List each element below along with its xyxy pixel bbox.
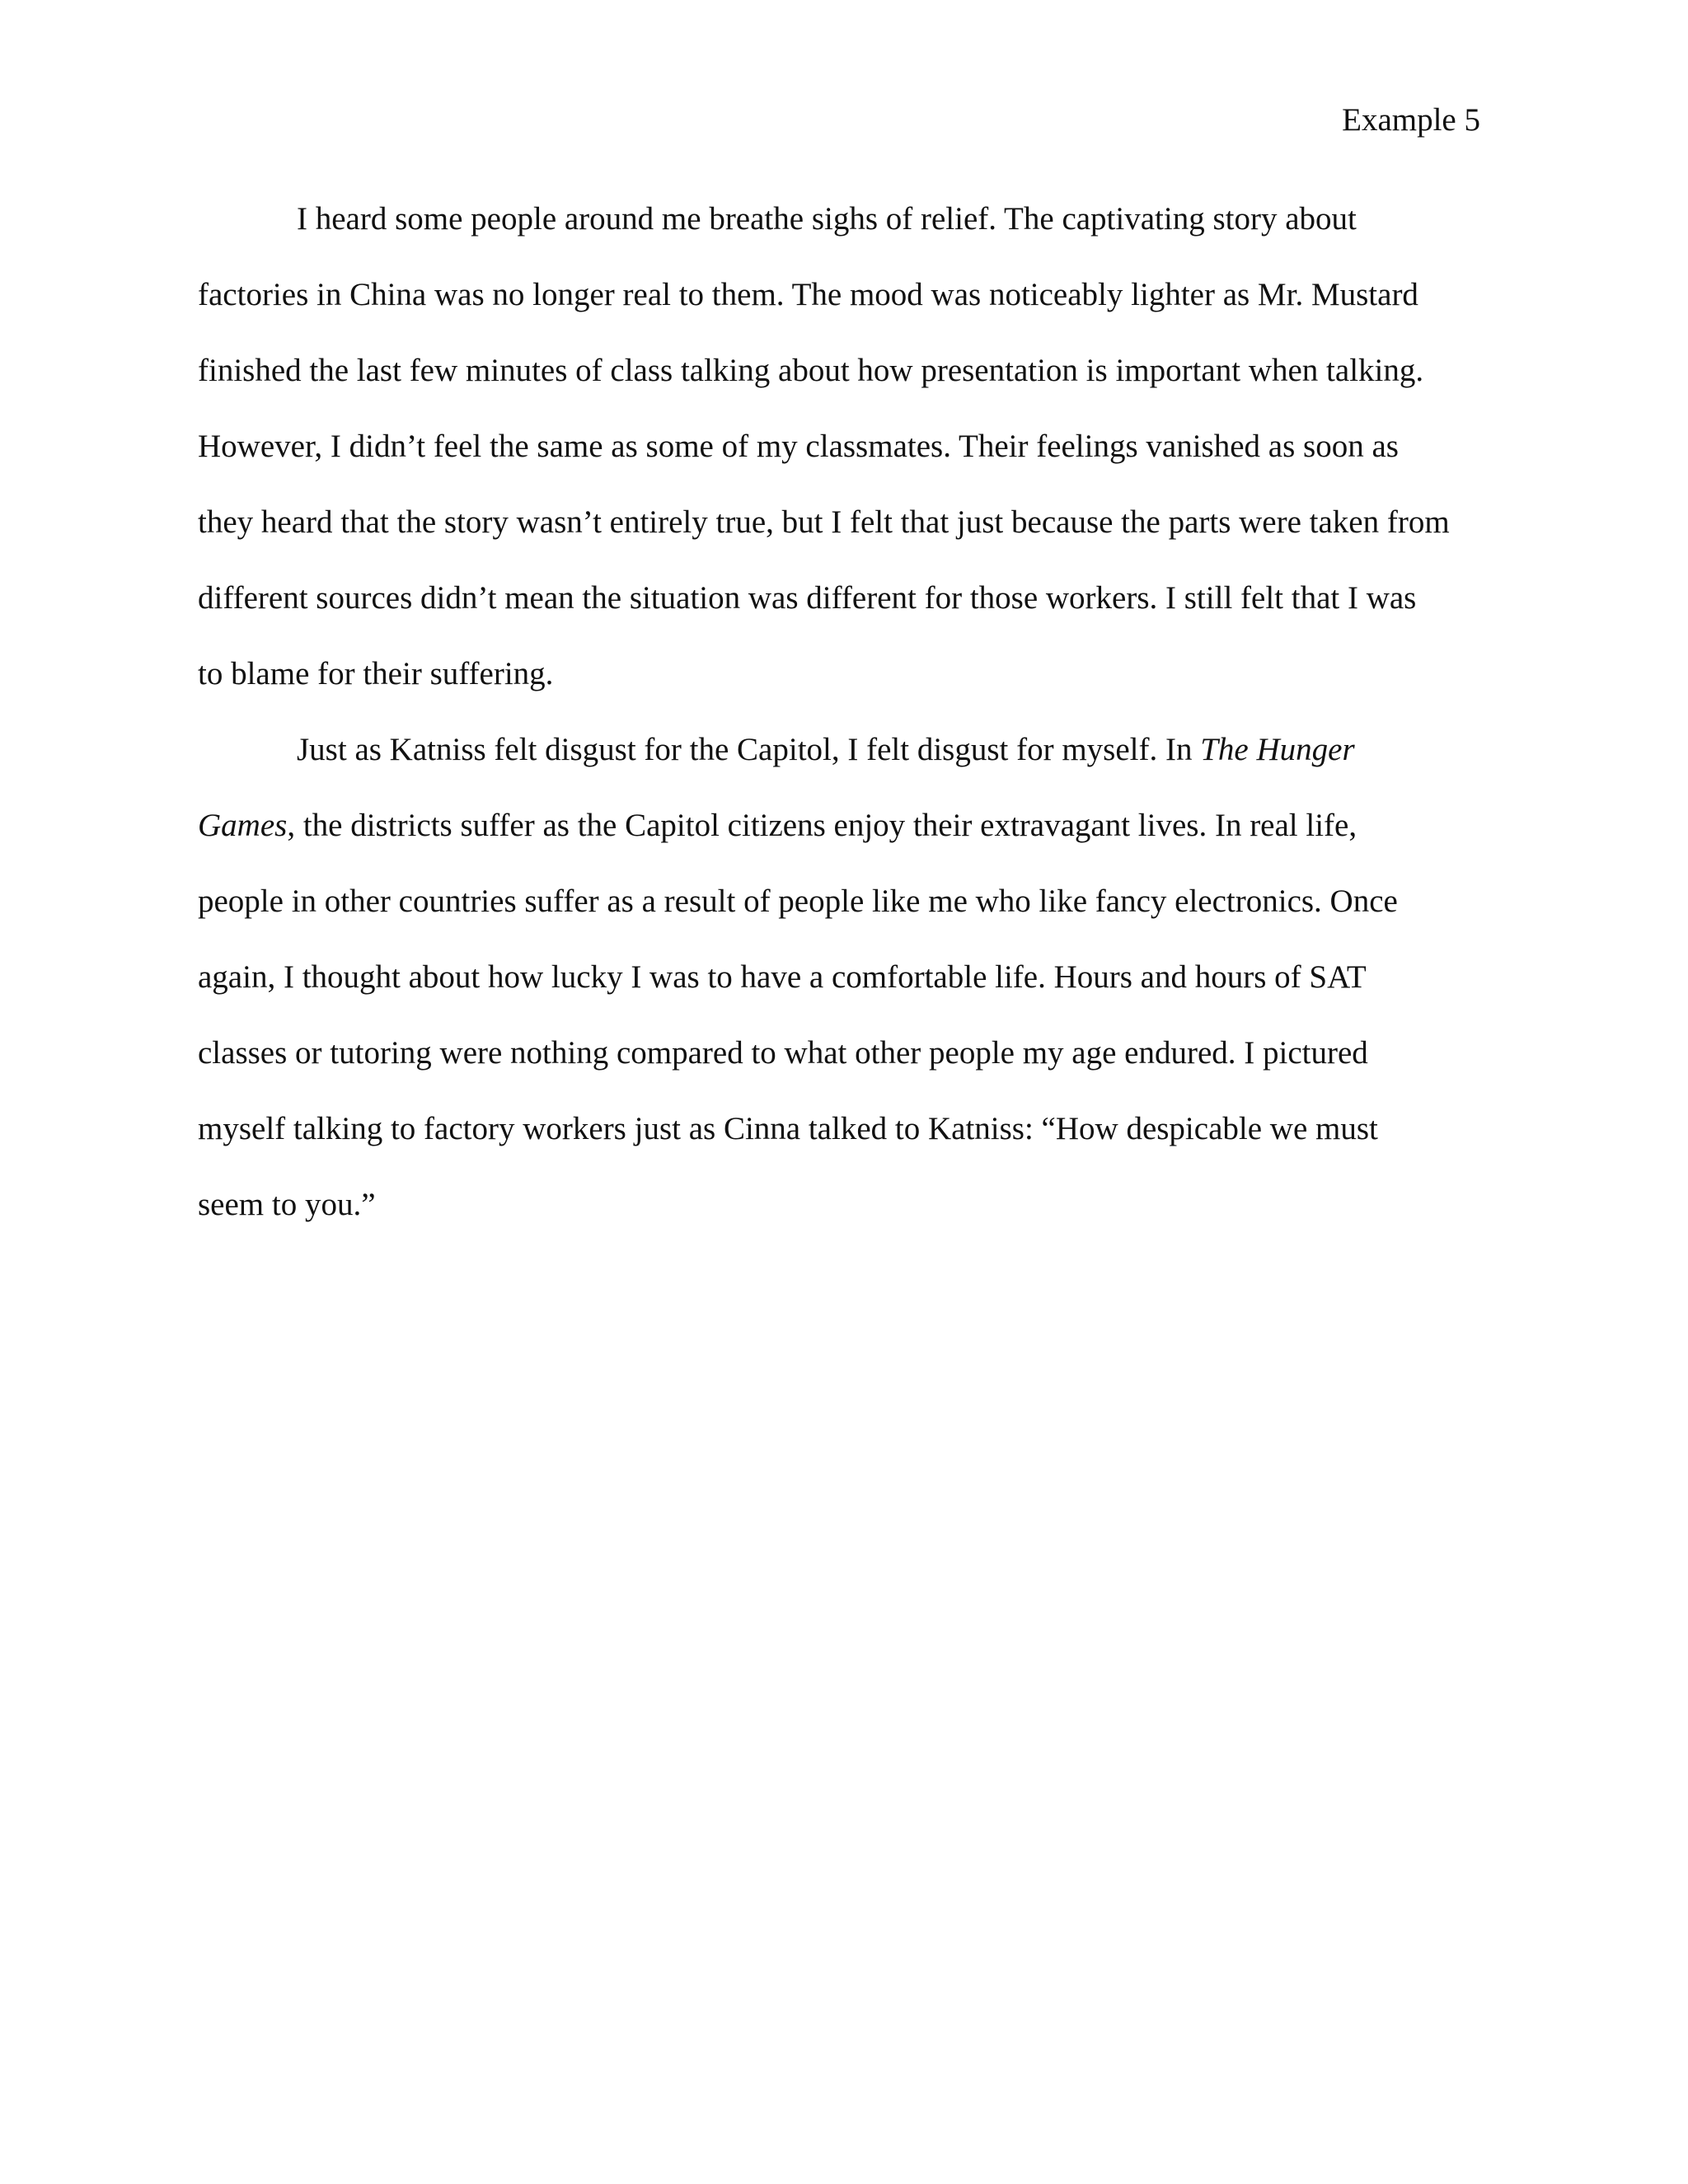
paragraph-line: myself talking to factory workers just as Cinna talked to Katniss: “How despicable we must <box>198 1111 1378 1146</box>
running-head: Example 5 <box>1342 102 1480 138</box>
paragraph-line: finished the last few minutes of class talking about how presentation is important when talking. <box>198 353 1424 388</box>
paragraph-line: they heard that the story wasn’t entirely true, but I felt that just because the parts were taken from <box>198 504 1450 540</box>
paragraph-line: However, I didn’t feel the same as some of my classmates. Their feelings vanished as soon as <box>198 429 1399 464</box>
paragraph-line: seem to you.” <box>198 1187 376 1222</box>
paragraph-line: I heard some people around me breathe sighs of relief. The captivating story about <box>297 201 1357 237</box>
paragraph-line: factories in China was no longer real to them. The mood was noticeably lighter as Mr. Mustard <box>198 277 1418 312</box>
paragraph-line: to blame for their suffering. <box>198 656 554 691</box>
book-title: The Hunger <box>1200 732 1355 767</box>
paragraph-2 <box>198 727 1484 1258</box>
paragraph-line: people in other countries suffer as a result of people like me who like fancy electronics. Once <box>198 883 1398 919</box>
paragraph-line <box>198 727 1484 803</box>
paragraph-line: classes or tutoring were nothing compared to what other people my age endured. I pictured <box>198 1035 1368 1071</box>
book-title: Games <box>198 808 288 843</box>
paragraph-line <box>198 803 1484 879</box>
paragraph-1 <box>198 196 1484 727</box>
paragraph-line: different sources didn’t mean the situation was different for those workers. I still felt that I was <box>198 580 1417 616</box>
line-text: Just as Katniss felt disgust for the Capitol, I felt disgust for myself. In <box>297 732 1201 767</box>
document-body <box>198 196 1484 1258</box>
line-text: , the districts suffer as the Capitol citizens enjoy their extravagant lives. In real life, <box>287 808 1357 843</box>
paragraph-line: again, I thought about how lucky I was to have a comfortable life. Hours and hours of SAT <box>198 959 1367 995</box>
